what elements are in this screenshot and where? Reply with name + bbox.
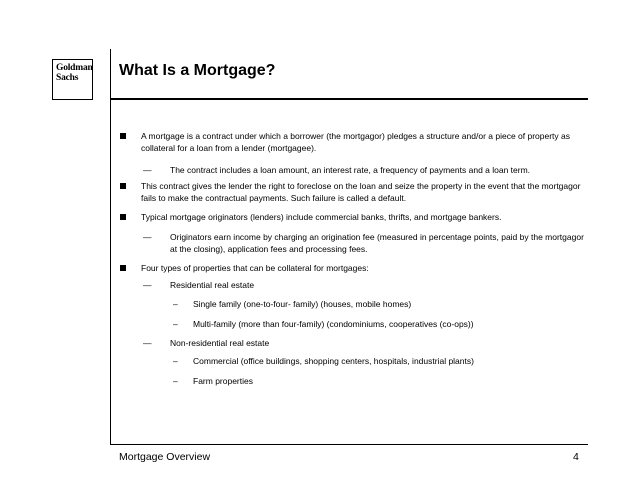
sub-bullet-text: Residential real estate bbox=[170, 280, 255, 290]
en-dash-marker: – bbox=[173, 299, 178, 309]
square-bullet-icon bbox=[120, 265, 126, 271]
sub-sub-bullet-text: Multi-family (more than four-family) (condominiums, cooperatives (co-ops)) bbox=[193, 319, 474, 329]
footer-rule bbox=[111, 444, 588, 445]
sub-bullet-item bbox=[143, 337, 586, 349]
bullet-item bbox=[141, 211, 586, 223]
square-bullet-icon bbox=[120, 133, 126, 139]
dash-marker: — bbox=[143, 165, 152, 175]
dash-marker: — bbox=[143, 232, 152, 242]
logo-line-1: Goldman bbox=[56, 63, 93, 73]
sub-sub-bullet-text: Farm properties bbox=[193, 376, 253, 386]
bullet-item bbox=[141, 130, 586, 155]
en-dash-marker: – bbox=[173, 319, 178, 329]
square-bullet-icon bbox=[120, 214, 126, 220]
sub-sub-bullet-item bbox=[173, 318, 586, 330]
slide-title: What Is a Mortgage? bbox=[119, 62, 276, 79]
bullet-item bbox=[141, 180, 586, 205]
page-number: 4 bbox=[573, 451, 579, 463]
dash-marker: — bbox=[143, 338, 152, 348]
sub-bullet-text: Non-residential real estate bbox=[170, 338, 270, 348]
sub-sub-bullet-text: Single family (one-to-four- family) (houses, mobile homes) bbox=[193, 299, 412, 309]
bullet-text: Typical mortgage originators (lenders) include commercial banks, thrifts, and mortgage bankers. bbox=[141, 212, 502, 222]
sub-sub-bullet-item bbox=[173, 298, 586, 310]
bullet-text: Four types of properties that can be collateral for mortgages: bbox=[141, 263, 369, 273]
goldman-sachs-logo bbox=[52, 59, 93, 100]
sub-bullet-item bbox=[143, 279, 586, 291]
bullet-text: This contract gives the lender the right to foreclose on the loan and seize the property in the event that the mortgagor fails to make the contractual payments. Such failure is called a default. bbox=[141, 181, 581, 204]
bullet-item bbox=[141, 262, 586, 274]
footer-label: Mortgage Overview bbox=[119, 451, 211, 463]
square-bullet-icon bbox=[120, 183, 126, 189]
sub-sub-bullet-text: Commercial (office buildings, shopping centers, hospitals, industrial plants) bbox=[193, 356, 474, 366]
bullet-text: A mortgage is a contract under which a borrower (the mortgagor) pledges a structure and/or a piece of property as collateral for a loan from a lender (mortgagee). bbox=[141, 131, 571, 154]
vertical-rule bbox=[110, 49, 111, 445]
sub-sub-bullet-item bbox=[173, 355, 586, 367]
en-dash-marker: – bbox=[173, 376, 178, 386]
sub-bullet-text: Originators earn income by charging an origination fee (measured in percentage points, paid by the mortgagor at the closing), application fees and processing fees. bbox=[170, 232, 584, 255]
sub-bullet-text: The contract includes a loan amount, an interest rate, a frequency of payments and a loan term. bbox=[170, 165, 531, 175]
dash-marker: — bbox=[143, 280, 152, 290]
title-underline bbox=[111, 98, 588, 100]
sub-bullet-item bbox=[143, 164, 586, 176]
logo-line-2: Sachs bbox=[56, 73, 79, 83]
sub-sub-bullet-item bbox=[173, 375, 586, 387]
sub-bullet-item bbox=[143, 231, 586, 256]
en-dash-marker: – bbox=[173, 356, 178, 366]
